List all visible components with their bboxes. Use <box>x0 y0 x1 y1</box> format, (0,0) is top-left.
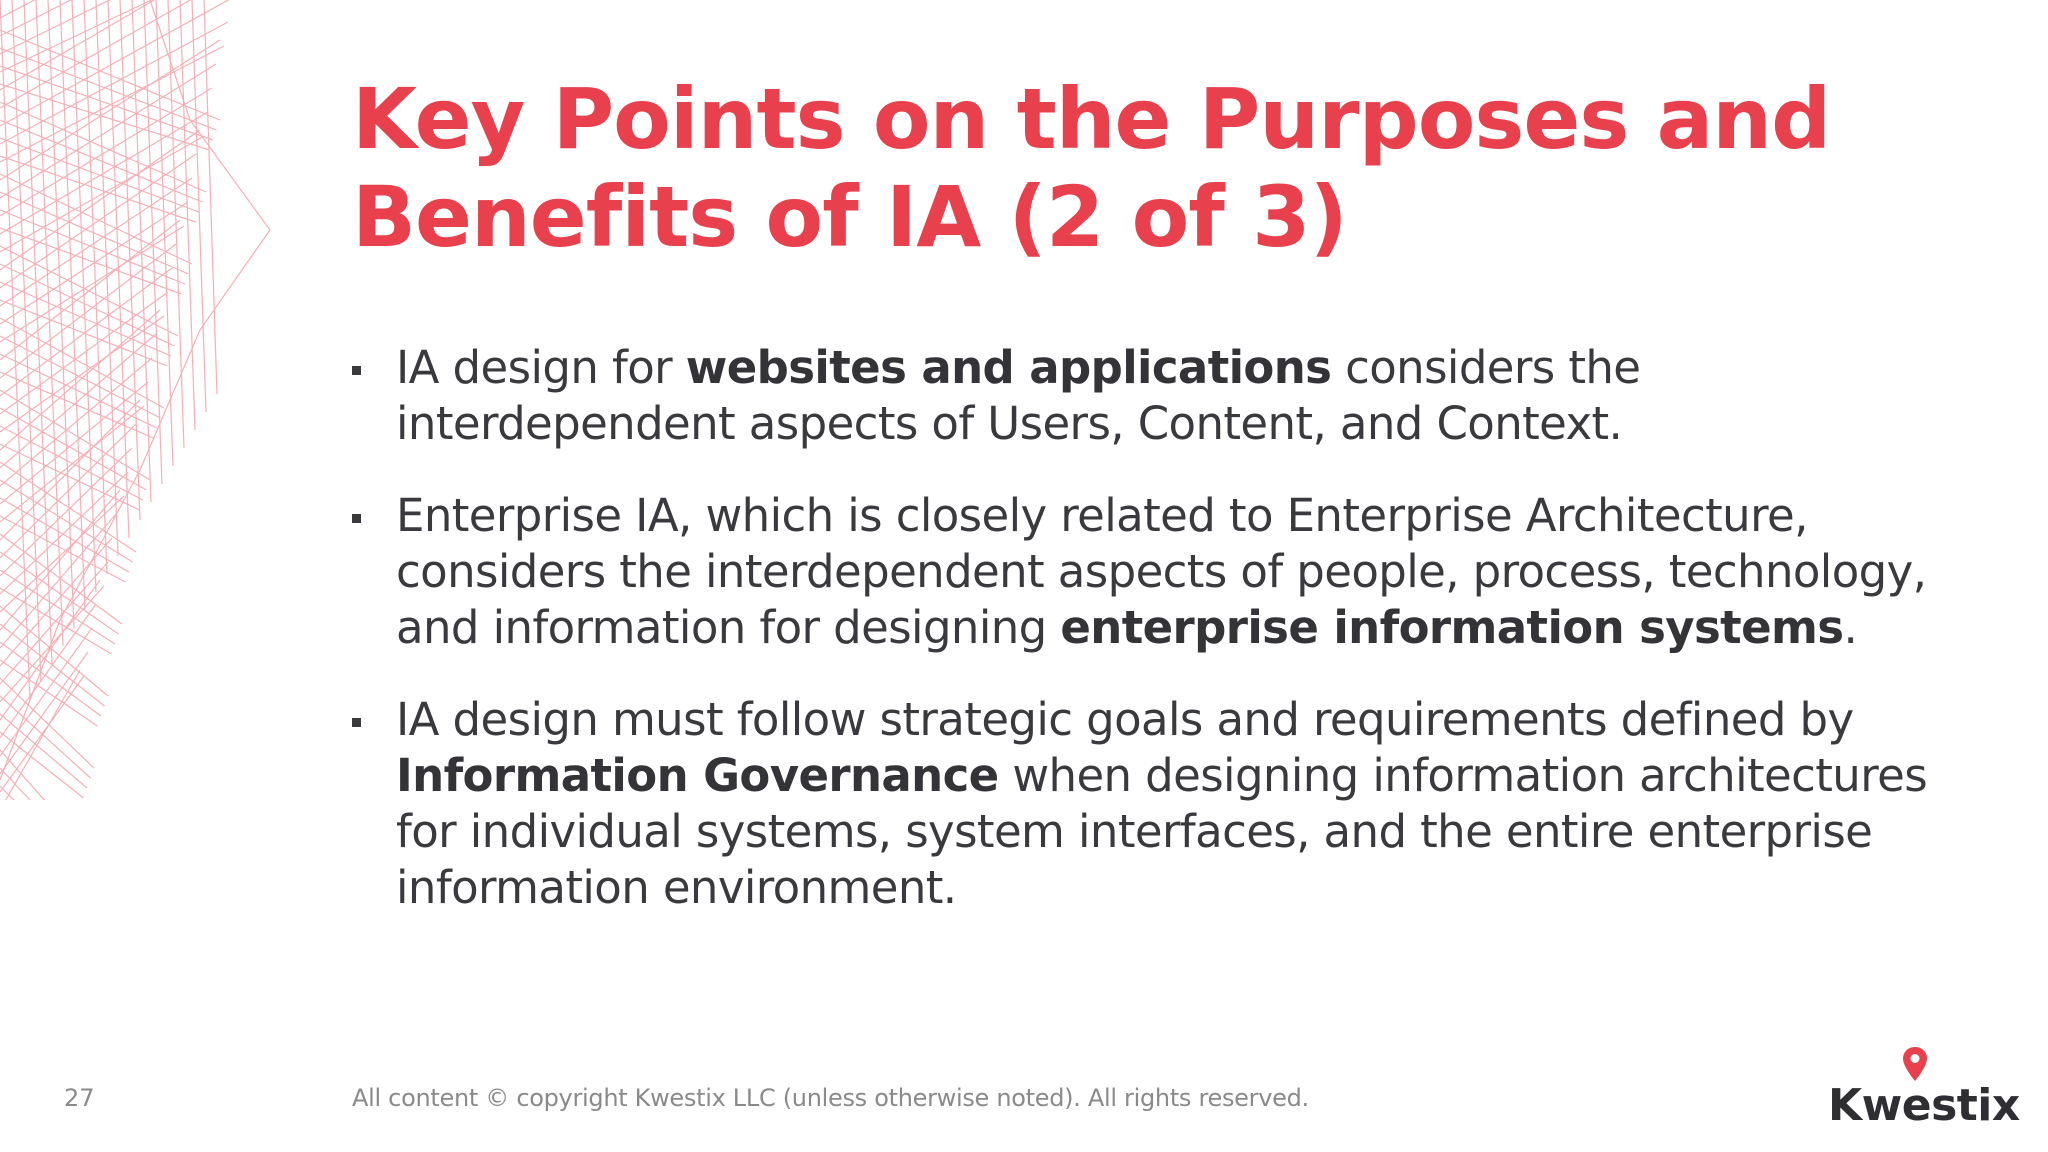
bullet-bold-text: enterprise information systems <box>1060 601 1844 654</box>
bullet-item <box>352 488 1952 656</box>
bullet-item <box>352 692 1952 916</box>
location-pin-icon <box>1902 1046 1928 1082</box>
copyright-footer: All content © copyright Kwestix LLC (unless otherwise noted). All rights reserved. <box>352 1084 1309 1112</box>
bullet-text: when designing information architectures for individual systems, system interfaces, and the entire enterprise information environment. <box>396 749 1928 914</box>
bullet-text: IA design must follow strategic goals and requirements defined by <box>396 693 1854 746</box>
bullet-text: Enterprise IA, which is closely related to Enterprise Architecture, considers the interdependent aspects of people, process, technology, and information for designing <box>396 489 1927 654</box>
bullet-list <box>352 340 1952 952</box>
bullet-square-icon <box>352 514 361 523</box>
bullet-square-icon <box>352 366 361 375</box>
wireframe-decoration <box>0 0 300 800</box>
slide-title-line-2: Benefits of IA (2 of 3) <box>352 168 1347 266</box>
logo-text: Kwestix <box>1828 1080 2020 1131</box>
bullet-text: . <box>1843 601 1858 654</box>
kwestix-logo <box>1820 1040 2020 1130</box>
bullet-bold-text: websites and applications <box>685 341 1332 394</box>
page-number: 27 <box>64 1084 95 1112</box>
bullet-square-icon <box>352 718 361 727</box>
bullet-bold-text: Information Governance <box>396 749 999 802</box>
slide-title <box>352 70 1992 266</box>
slide-title-line-1: Key Points on the Purposes and <box>352 70 1831 168</box>
bullet-text: considers the interdependent aspects of Users, Content, and Context. <box>396 341 1641 450</box>
bullet-text: IA design for <box>396 341 686 394</box>
bullet-item <box>352 340 1952 452</box>
